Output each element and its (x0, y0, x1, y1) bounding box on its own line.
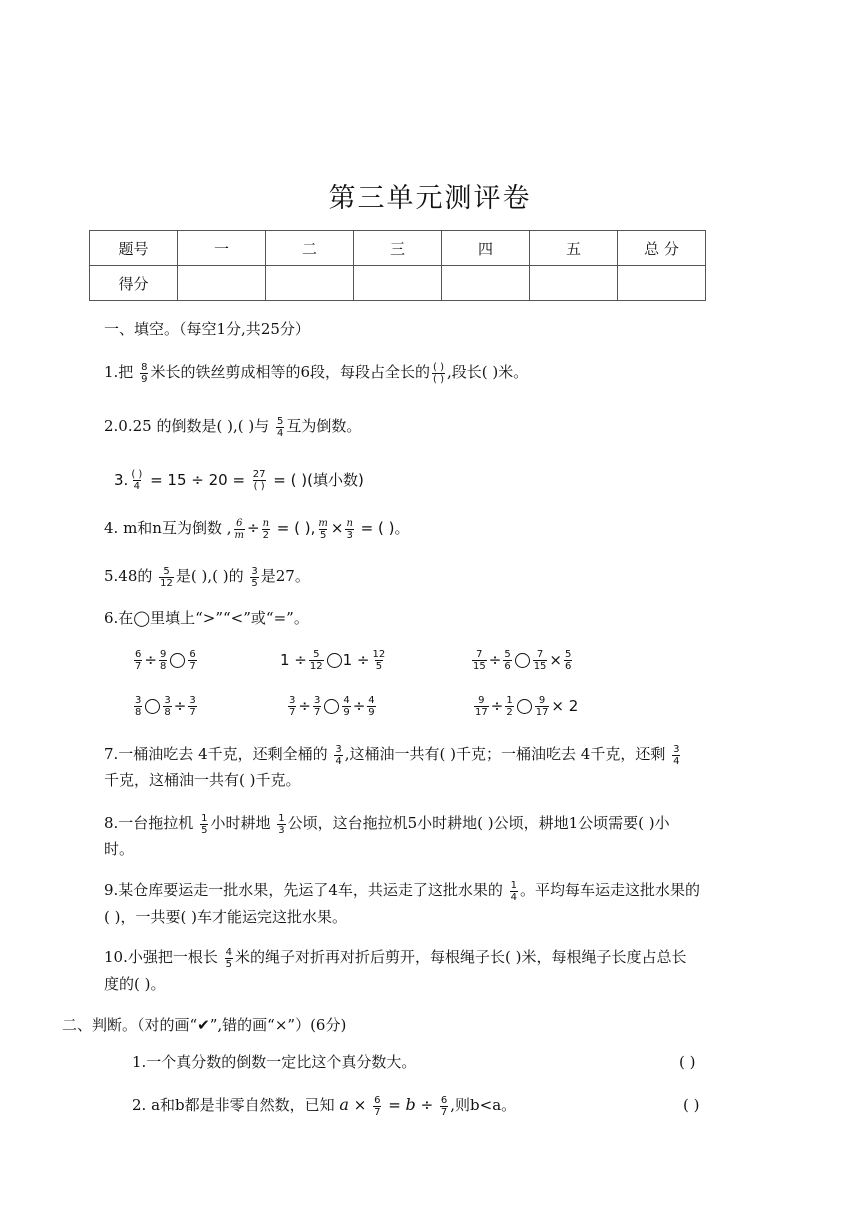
q2-text-b: 互为倒数。 (286, 417, 362, 435)
comparison-item: $\frac{3}{7}$ ÷ $\frac{3}{7}$ $\frac{4}{9}$ ÷ $\frac{4}{9}$ (289, 695, 375, 718)
q2-text-a: 2.0.25 的倒数是( ),( )与 (104, 417, 274, 435)
score-header-cell: 二 (266, 231, 354, 266)
times-sign: × (330, 519, 344, 537)
q5-text-b: 是( ),( )的 (175, 567, 249, 585)
judge-1: 1.一个真分数的倒数一定比这个真分数大。 (132, 1053, 417, 1071)
fraction: $\frac{8}{9}$ (141, 361, 148, 385)
question-8: 8.一台拖拉机 $\frac{1}{5}$ 小时耕地 $\frac{1}{3}$ 公顷，这台拖拉机5小时耕地( )公顷，耕地1公顷需要( )小 (104, 812, 670, 836)
comparison-item: $\frac{9}{17}$ ÷ $\frac{1}{2}$ $\frac{9}{17}$ × 2 (475, 695, 579, 718)
q1-text-b: 米长的铁丝剪成相等的6段，每段占全长的 (150, 363, 431, 381)
score-header-cell: 题号 (90, 231, 178, 266)
score-cell[interactable] (266, 266, 354, 301)
q3-text-a: 3. (114, 471, 129, 489)
q3-text-c: = ( )(填小数) (268, 471, 364, 489)
score-table (89, 230, 706, 301)
compare-circle[interactable] (145, 699, 160, 714)
question-3 (114, 469, 364, 492)
section2-heading: 二、判断。（对的画“✔”,错的画“×”）(6分) (62, 1016, 347, 1034)
score-header-cell: 一 (178, 231, 266, 266)
q5-text-c: 是27。 (260, 567, 310, 585)
fraction: $\frac{5}{4}$ (276, 415, 284, 439)
compare-circle[interactable] (324, 699, 339, 714)
score-header-cell: 三 (354, 231, 442, 266)
q1-text-c: ,段长( )米。 (447, 363, 529, 381)
q3-text-b: = 15 ÷ 20 = (145, 471, 250, 489)
question-2 (104, 415, 361, 439)
comparison-item: 1 ÷ $\frac{5}{12}$ 1 ÷ $\frac{12}{5}$ (280, 649, 386, 672)
score-row-label: 得分 (90, 266, 178, 301)
compare-circle[interactable] (515, 653, 530, 668)
compare-circle[interactable] (170, 653, 185, 668)
judge-2-bracket[interactable]: ( ) (683, 1096, 700, 1114)
question-7: 7.一桶油吃去 4千克，还剩全桶的 $\frac{3}{4}$ ,这桶油一共有( )千克；一桶油吃去 4千克，还剩 $\frac{3}{4}$ (104, 743, 680, 767)
comparison-item: $\frac{3}{8}$ $\frac{3}{8}$ ÷ $\frac{3}{7}$ (135, 695, 196, 718)
q4-text-e: = ( )。 (355, 519, 410, 537)
score-table-score-row (90, 266, 706, 301)
section1-heading: 一、填空。（每空1分,共25分） (104, 320, 310, 338)
comparison-item: $\frac{7}{15}$ ÷ $\frac{5}{6}$ $\frac{7}{15}$ × $\frac{5}{6}$ (473, 649, 572, 672)
question-9-line2: ( )，一共要( )车才能运完这批水果。 (104, 908, 347, 926)
judge-1-bracket[interactable]: ( ) (679, 1053, 696, 1071)
fraction: $\frac{6}{m}$ (234, 517, 244, 541)
fraction: $\frac{n}{2}$ (262, 517, 270, 541)
score-cell[interactable] (442, 266, 530, 301)
judge-2: 2. a和b都是非零自然数，已知 a × $\frac{6}{7}$ = b ÷ $\frac{6}{7}$ ,则b<a。 (132, 1094, 517, 1118)
score-header-cell: 五 (530, 231, 618, 266)
question-7-line2: 千克，这桶油一共有( )千克。 (104, 771, 301, 789)
fraction-blank[interactable]: $\frac{27}{( )}$ (252, 469, 266, 492)
q4-text-a: 4. m和n互为倒数 , (104, 519, 232, 537)
score-cell[interactable] (354, 266, 442, 301)
question-8-line2: 时。 (104, 840, 135, 858)
question-5 (104, 565, 310, 589)
question-9: 9.某仓库要运走一批水果，先运了4车，共运走了这批水果的 $\frac{1}{4}$ 。平均每车运走这批水果的 (104, 879, 701, 903)
fraction: $\frac{m}{5}$ (318, 517, 328, 541)
score-cell[interactable] (618, 266, 706, 301)
question-10-line2: 度的( )。 (104, 975, 166, 993)
fraction: $\frac{n}{3}$ (346, 517, 353, 541)
q5-text-a: 5.48的 (104, 567, 158, 585)
score-header-cell: 总 分 (618, 231, 706, 266)
score-cell[interactable] (178, 266, 266, 301)
q4-text-c: = ( ), (272, 519, 316, 537)
score-header-cell: 四 (442, 231, 530, 266)
divide-sign: ÷ (247, 519, 260, 537)
q1-text-a: 1.把 (104, 363, 139, 381)
question-1 (104, 361, 528, 385)
score-cell[interactable] (530, 266, 618, 301)
fraction-blank[interactable]: $\frac{( )}{( )}$ (433, 361, 444, 385)
question-4 (104, 517, 409, 541)
score-table-header-row (90, 231, 706, 266)
question-10: 10.小强把一根长 $\frac{4}{5}$ 米的绳子对折再对折后剪开，每根绳子长( )米，每根绳子长度占总长 (104, 946, 687, 970)
compare-circle[interactable] (327, 653, 342, 668)
compare-circle[interactable] (517, 699, 532, 714)
question-6: 6.在◯里填上“>”“<”或“=”。 (104, 609, 309, 627)
page-title: 第三单元测评卷 (328, 183, 532, 214)
comparison-item: $\frac{6}{7}$ ÷ $\frac{9}{8}$ $\frac{6}{7}$ (135, 649, 196, 672)
fraction: $\frac{5}{12}$ (160, 565, 173, 589)
fraction: $\frac{3}{5}$ (251, 565, 258, 589)
fraction-blank[interactable]: $\frac{( )}{4}$ (131, 469, 143, 492)
